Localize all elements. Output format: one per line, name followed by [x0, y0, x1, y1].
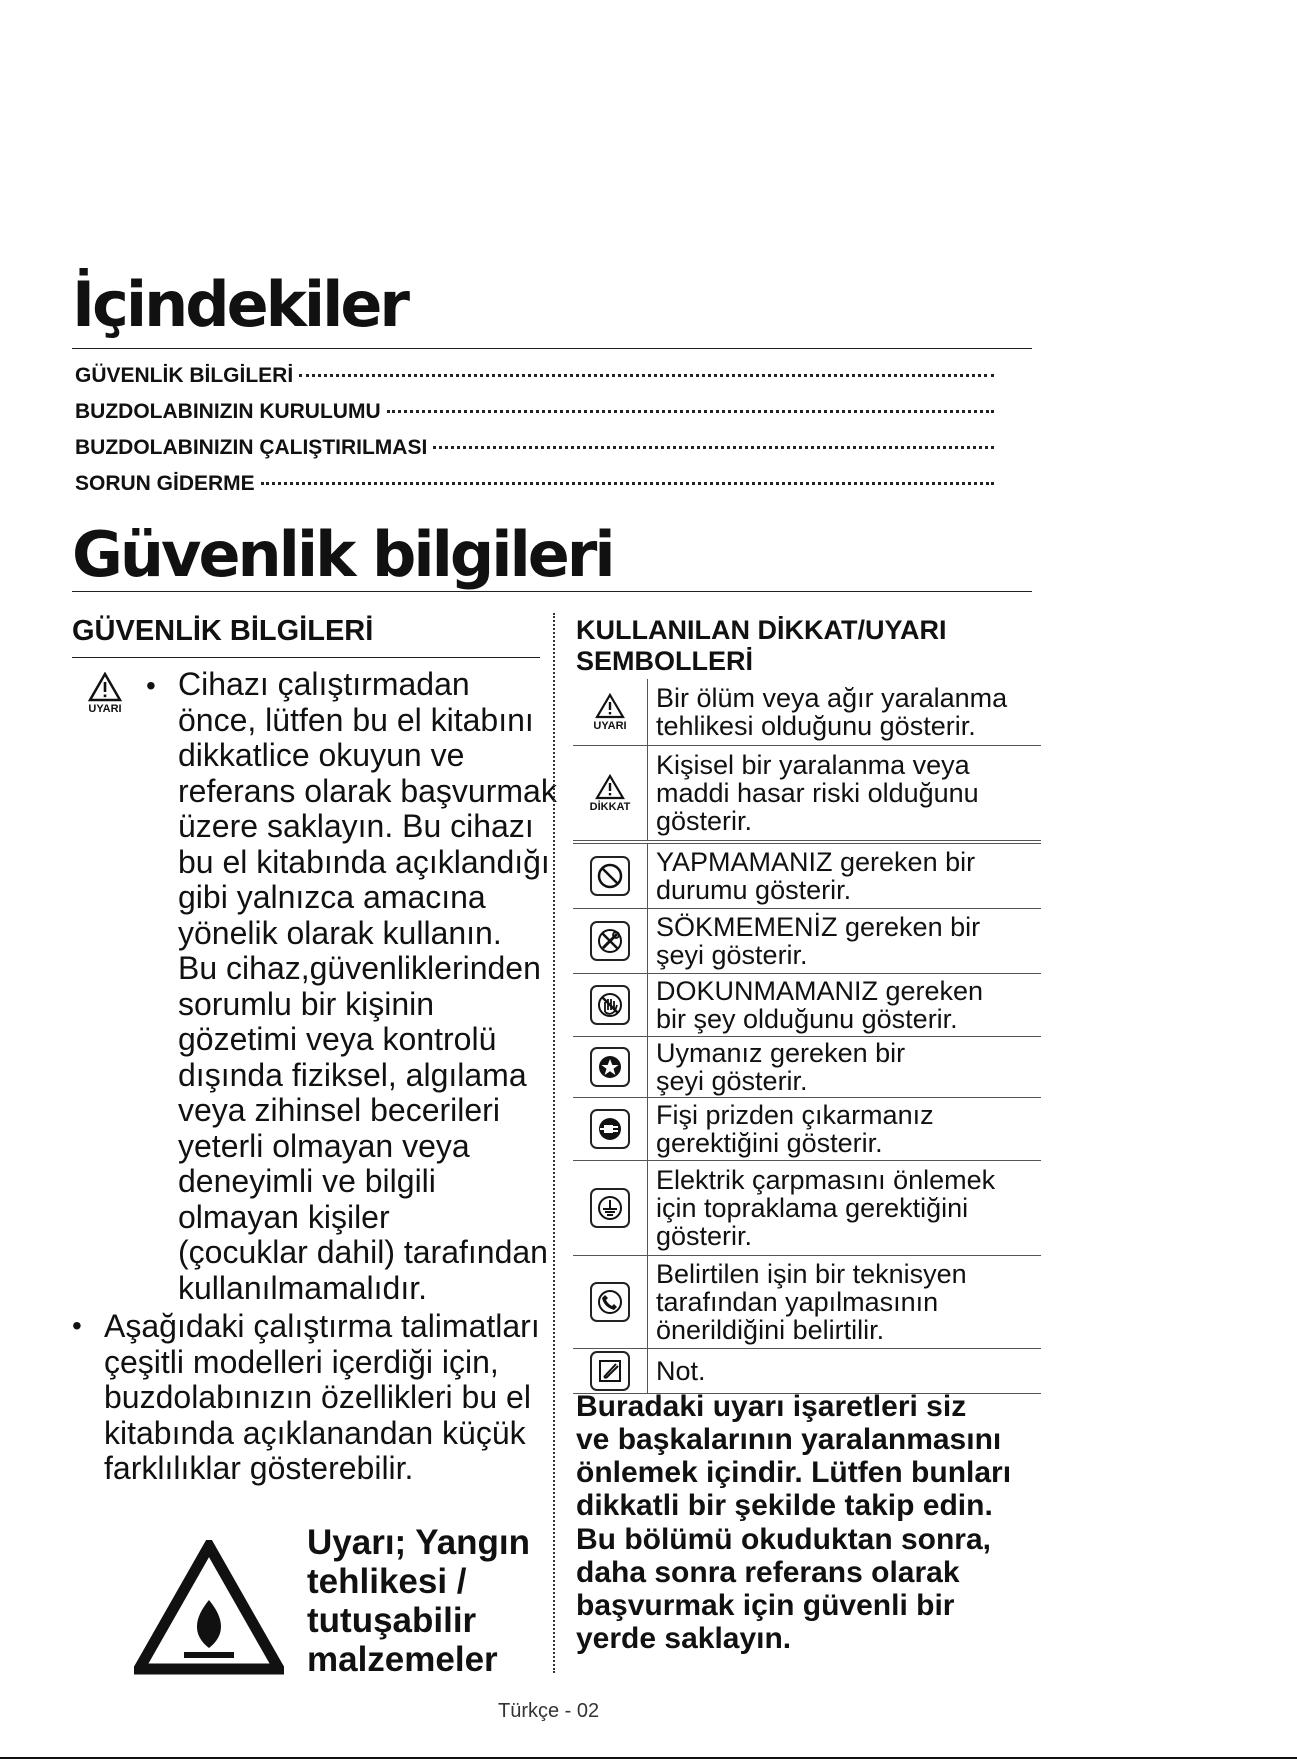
page-number: Türkçe - 02 [498, 1700, 600, 1722]
text-line: Uyarı; Yangın [307, 1523, 531, 1562]
symbol-row [573, 1161, 1041, 1256]
text-line: Belirtilen işin bir teknisyen [656, 1259, 967, 1289]
symbol-icon-cell [573, 1098, 648, 1161]
text-line: kitabında açıklanandan küçük [104, 1414, 526, 1451]
toc-entry-safety[interactable] [75, 364, 1000, 388]
symbol-description [648, 1037, 1042, 1098]
text-line: sorumlu bir kişinin [178, 985, 435, 1022]
text-line: Not. [656, 1356, 706, 1386]
column-separator [553, 613, 555, 1673]
text-line: veya zihinsel becerileri [178, 1092, 500, 1128]
toc-entry-label: GÜVENLİK BİLGİLERİ [75, 364, 294, 387]
text-line: gösterir. [656, 806, 753, 836]
toc-entry-label: BUZDOLABINIZIN ÇALIŞTIRILMASI [75, 436, 428, 459]
symbol-icon-cell [573, 1256, 648, 1349]
symbol-description [648, 1161, 1042, 1256]
safety-note-1 [576, 1390, 1011, 1522]
text-line: tutuşabilir [307, 1601, 477, 1640]
text-line: Kişisel bir yaralanma veya [656, 750, 970, 780]
symbol-description [648, 909, 1042, 974]
symbol-description [648, 1349, 1042, 1394]
symbol-icon-label: DİKKAT [589, 800, 631, 813]
left-heading-rule [72, 657, 540, 658]
symbol-row [573, 1349, 1041, 1394]
symbols-table [573, 679, 1041, 1394]
symbol-description [648, 974, 1042, 1037]
text-line: (çocuklar dahil) tarafından [178, 1234, 548, 1270]
text-line: SÖKMEMENİZ gereken bir [656, 912, 981, 942]
text-line: Elektrik çarpmasını önlemek [656, 1165, 996, 1195]
text-line: gibi yalnızca amacına [178, 879, 486, 915]
text-line: başvurmak için güvenli bir [576, 1589, 955, 1622]
fire-warning-text [307, 1523, 530, 1679]
text-line: şeyi gösterir. [656, 940, 808, 970]
toc-dots [387, 410, 994, 413]
bullet-dot: • [146, 670, 156, 701]
text-line: buzdolabınızın özellikleri bu el [104, 1379, 531, 1415]
no-touch-icon [590, 985, 630, 1025]
text-line: üzere saklayın. Bu cihazı [178, 808, 534, 844]
toc-dots [433, 446, 994, 449]
technician-phone-icon [590, 1282, 630, 1322]
symbol-icon-label: UYARI [593, 719, 627, 732]
symbol-row [573, 679, 1041, 746]
text-line: kullanılmamalıdır. [178, 1269, 427, 1306]
symbol-row [573, 1037, 1041, 1098]
symbol-icon-cell [573, 1349, 648, 1394]
symbol-description [648, 746, 1042, 843]
text-line: çeşitli modelleri içerdiği için, [104, 1343, 499, 1380]
text-line: Buradaki uyarı işaretleri siz [576, 1390, 967, 1423]
symbols-heading [576, 615, 947, 677]
note-icon [590, 1351, 630, 1391]
unplug-icon [590, 1109, 630, 1149]
safety-note-2 [576, 1523, 991, 1655]
symbol-icon-cell [573, 909, 648, 974]
text-line: önce, lütfen bu el kitabını [178, 701, 534, 738]
ground-icon [590, 1188, 630, 1228]
text-line: ve başkalarının yaralanmasını [576, 1423, 1002, 1456]
symbol-icon-cell [573, 842, 648, 909]
text-line: yerde saklayın. [576, 1622, 792, 1655]
symbol-icon-cell [573, 974, 648, 1037]
text-line: DOKUNMAMANIZ gereken [656, 976, 984, 1006]
bullet-dot: • [72, 1310, 82, 1341]
bullet1-text [178, 667, 557, 1306]
symbol-row [573, 974, 1041, 1037]
section-title: Güvenlik bilgileri [72, 518, 613, 591]
text-line: Fişi prizden çıkarmanız [656, 1100, 934, 1130]
symbol-icon-cell [573, 1037, 648, 1098]
text-line: KULLANILAN DİKKAT/UYARI [576, 615, 947, 645]
toc-dots [299, 374, 994, 377]
symbol-description [648, 842, 1042, 909]
footer-rule [0, 1757, 1297, 1759]
toc-title: İçindekiler [72, 268, 408, 341]
text-line: gerektiğini gösterir. [656, 1128, 883, 1158]
toc-entry-label: SORUN GİDERME [75, 472, 255, 495]
text-line: malzemeler [307, 1640, 498, 1679]
text-line: farklılıklar gösterebilir. [104, 1450, 414, 1486]
text-line: dikkatlice okuyun ve [178, 737, 465, 773]
warning-triangle-icon [88, 672, 122, 702]
toc-entry-troubleshooting[interactable] [75, 472, 1000, 496]
toc-entry-installation[interactable] [75, 400, 1000, 424]
prohibited-icon [590, 856, 630, 896]
symbol-row [573, 1098, 1041, 1161]
warning-label: UYARI [88, 703, 122, 715]
text-line: YAPMAMANIZ gereken bir [656, 847, 976, 877]
mandatory-star-icon [590, 1047, 630, 1087]
text-line: durumu gösterir. [656, 875, 852, 905]
text-line: için topraklama gerektiğini [656, 1193, 969, 1223]
text-line: tarafından yapılmasının [656, 1287, 939, 1317]
no-disassembly-icon [590, 921, 630, 961]
symbol-description [648, 679, 1042, 746]
symbol-icon-cell [573, 746, 648, 843]
text-line: deneyimli ve bilgili [178, 1163, 436, 1199]
text-line: SEMBOLLERİ [576, 646, 754, 676]
text-line: referans olarak başvurmak [178, 772, 557, 809]
text-line: Bu bölümü okuduktan sonra, [576, 1523, 992, 1556]
text-line: Bu cihaz,güvenliklerinden [178, 950, 541, 986]
symbol-row [573, 909, 1041, 974]
text-line: gözetimi veya kontrolü [178, 1021, 497, 1057]
warning-triangle-icon [593, 693, 626, 732]
text-line: Bir ölüm veya ağır yaralanma [656, 683, 1008, 713]
caution-triangle-icon [590, 774, 631, 813]
text-line: daha sonra referans olarak [576, 1556, 960, 1589]
text-line: Cihazı çalıştırmadan [178, 666, 470, 702]
toc-entry-operation[interactable] [75, 436, 1000, 460]
text-line: bu el kitabında açıklandığı [178, 843, 550, 880]
symbol-description [648, 1098, 1042, 1161]
toc-dots [261, 482, 994, 485]
symbol-row [573, 746, 1041, 843]
text-line: gösterir. [656, 1221, 753, 1251]
toc-entry-label: BUZDOLABINIZIN KURULUMU [75, 400, 381, 423]
text-line: olmayan kişiler [178, 1198, 390, 1235]
symbol-row [573, 1256, 1041, 1349]
bullet2-text [104, 1309, 540, 1487]
text-line: Uymanız gereken bir [656, 1038, 906, 1068]
text-line: dikkatli bir şekilde takip edin. [576, 1489, 993, 1522]
toc-title-rule [72, 348, 1032, 349]
symbol-icon-cell [573, 679, 648, 746]
text-line: tehlikesi olduğunu gösterir. [656, 711, 976, 741]
text-line: maddi hasar riski olduğunu [656, 778, 979, 808]
fire-warning-icon [134, 1540, 284, 1675]
text-line: yönelik olarak kullanın. [178, 914, 502, 951]
symbol-icon-cell [573, 1161, 648, 1256]
text-line: tehlikesi / [307, 1562, 467, 1601]
text-line: dışında fiziksel, algılama [178, 1056, 527, 1093]
text-line: şeyi gösterir. [656, 1066, 808, 1096]
warning-badge [88, 672, 122, 715]
text-line: yeterli olmayan veya [178, 1127, 470, 1164]
text-line: Aşağıdaki çalıştırma talimatları [104, 1308, 540, 1344]
text-line: bir şey olduğunu gösterir. [656, 1004, 958, 1034]
symbol-row [573, 842, 1041, 909]
text-line: önerildiğini belirtilir. [656, 1315, 885, 1345]
section-title-rule [72, 591, 1032, 592]
left-heading: GÜVENLİK BİLGİLERİ [72, 615, 374, 647]
text-line: önlemek içindir. Lütfen bunları [576, 1456, 1012, 1489]
symbol-description [648, 1256, 1042, 1349]
